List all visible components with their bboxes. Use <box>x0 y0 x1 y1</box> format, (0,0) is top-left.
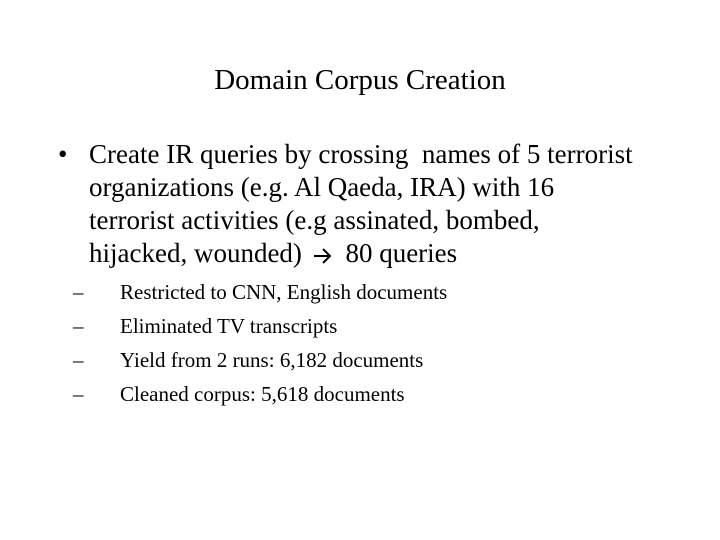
subbullet-text: Yield from 2 runs: 6,182 documents <box>120 348 424 372</box>
subbullet-item <box>73 377 673 411</box>
subbullet-text: Eliminated TV transcripts <box>120 314 338 338</box>
subbullet-marker: – <box>73 280 84 304</box>
subbullet-list <box>73 275 673 411</box>
main-bullet-text <box>89 138 674 273</box>
subbullet-item <box>73 343 673 377</box>
main-bullet-line-1: Create IR queries by crossing names of 5 terrorist <box>89 139 633 169</box>
main-bullet-line-3: terrorist activities (e.g assinated, bombed, <box>89 205 540 235</box>
subbullet-marker: – <box>73 348 84 372</box>
right-arrow-icon <box>313 240 333 273</box>
bullet-marker: • <box>58 139 68 169</box>
subbullet-item <box>73 275 673 309</box>
subbullet-text: Restricted to CNN, English documents <box>120 280 448 304</box>
main-bullet-line-4 <box>89 237 674 273</box>
subbullet-item <box>73 309 673 343</box>
slide-title: Domain Corpus Creation <box>214 64 506 96</box>
subbullet-text: Cleaned corpus: 5,618 documents <box>120 382 405 406</box>
main-bullet-line-2: organizations (e.g. Al Qaeda, IRA) with 16 <box>89 172 555 202</box>
subbullet-marker: – <box>73 382 84 406</box>
main-bullet-line-4-end: 80 queries <box>345 238 458 268</box>
subbullet-marker: – <box>73 314 84 338</box>
main-bullet-line-4-start: hijacked, wounded) <box>89 238 302 268</box>
